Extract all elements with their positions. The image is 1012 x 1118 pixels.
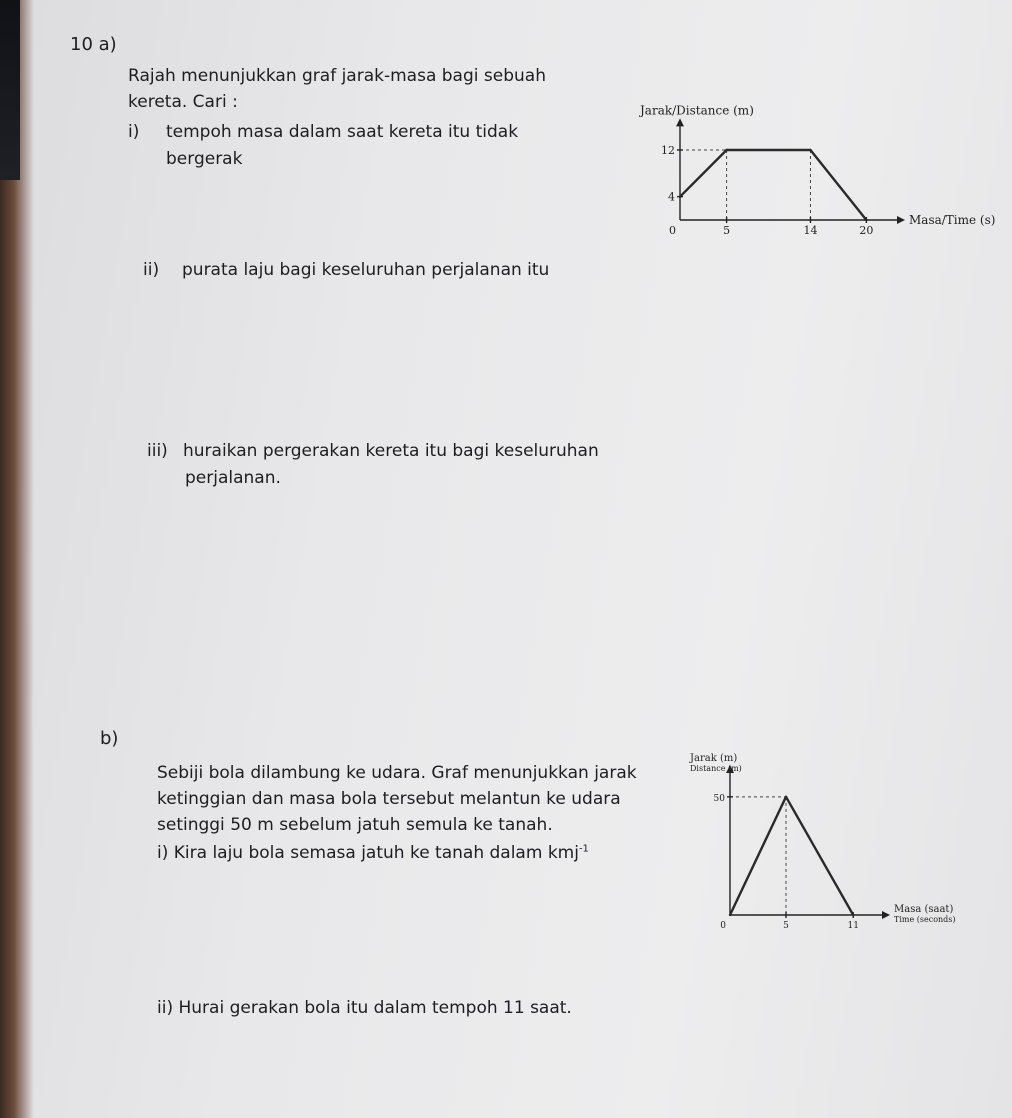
- data-point: [725, 149, 727, 151]
- x-axis-arrow: [882, 911, 890, 919]
- part-a-q1-line2: bergerak: [166, 149, 243, 169]
- x-tick-label: 5: [783, 921, 789, 931]
- part-a-intro-line1: Rajah menunjukkan graf jarak-masa bagi sebuah: [128, 66, 546, 86]
- data-series-line: [730, 797, 853, 915]
- part-b-intro-line1: Sebiji bola dilambung ke udara. Graf menunjukkan jarak: [157, 763, 637, 783]
- chart2-plot: [689, 753, 956, 931]
- x-axis-title: Masa/Time (s): [909, 213, 996, 227]
- y-axis-title: Jarak (m): [690, 753, 738, 764]
- y-axis-arrow: [676, 118, 684, 126]
- part-a-q2-label: ii): [143, 260, 160, 280]
- data-series-line: [680, 150, 866, 220]
- photo-edge-dark: [0, 0, 20, 180]
- part-b-intro-line2: ketinggian dan masa bola tersebut melantun ke udara: [157, 789, 621, 809]
- part-a-q1-label: i): [128, 122, 140, 142]
- data-point: [729, 914, 731, 916]
- part-b-q1-text: i) Kira laju bola semasa jatuh ke tanah dalam kmj: [157, 843, 579, 863]
- part-b-q1: [157, 845, 589, 862]
- chart1-plot: [638, 103, 995, 237]
- x-tick-label: 11: [847, 921, 859, 931]
- data-point: [809, 149, 811, 151]
- part-b-label: b): [100, 728, 119, 749]
- y-axis-title-2: Distance (m): [690, 764, 742, 773]
- x-axis-title-2: Time (seconds): [894, 915, 956, 924]
- part-a-q3-line2: perjalanan.: [185, 468, 281, 488]
- y-tick-label: 50: [713, 793, 725, 804]
- x-axis-arrow: [897, 216, 905, 224]
- part-a-q2-text: purata laju bagi keseluruhan perjalanan itu: [182, 260, 550, 280]
- data-point: [785, 796, 787, 798]
- origin-label: 0: [720, 921, 726, 931]
- part-a-intro-line2: kereta. Cari :: [128, 92, 238, 112]
- part-a-q3-label: iii): [147, 441, 168, 461]
- x-tick-label: 5: [723, 224, 731, 237]
- y-tick-label: 4: [668, 190, 675, 204]
- x-tick-label: 14: [803, 224, 818, 237]
- part-b-q1-sup: -1: [578, 843, 589, 855]
- chart-ball-distance-time: [690, 755, 960, 935]
- question-number: 10 a): [70, 34, 117, 55]
- part-b-intro-line3: setinggi 50 m sebelum jatuh semula ke tanah.: [157, 815, 553, 835]
- part-b-q2: ii) Hurai gerakan bola itu dalam tempoh 11 saat.: [157, 998, 572, 1018]
- origin-label: 0: [669, 224, 676, 237]
- y-tick-label: 12: [661, 144, 675, 157]
- x-tick-label: 20: [859, 224, 874, 237]
- part-a-q3-line1: huraikan pergerakan kereta itu bagi keseluruhan: [183, 441, 599, 461]
- chart-car-distance-time: [640, 70, 996, 250]
- x-axis-title: Masa (saat): [894, 904, 954, 915]
- y-axis-title: Jarak/Distance (m): [640, 103, 754, 118]
- part-a-q1-line1: tempoh masa dalam saat kereta itu tidak: [166, 122, 519, 142]
